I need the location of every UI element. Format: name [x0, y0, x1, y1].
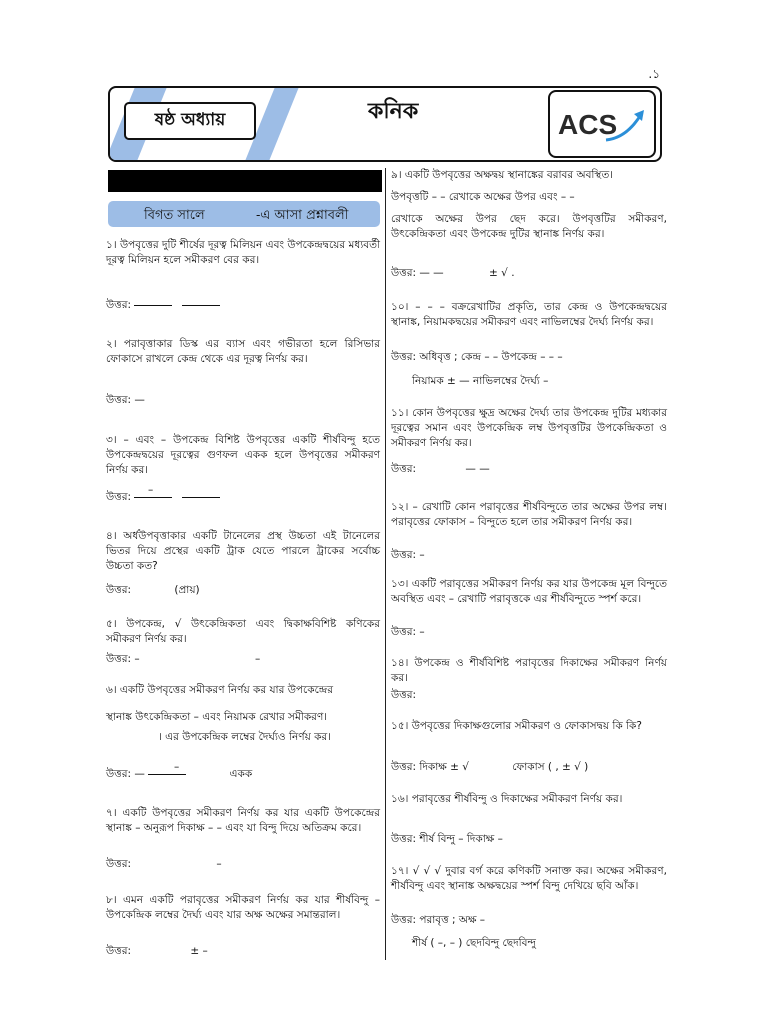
- section-black-bar: [108, 170, 382, 192]
- answer-3-dash: –: [148, 484, 154, 496]
- question-17: ১৭। √ √ √ দুবার বর্গ করে কণিকটি সনাক্ত কর। অক্ষের সমীকরণ, শীর্ষবিন্দু এবং স্থানাঙ্ক অক্ষদ্বয়ের স্পর্শ বিন্দু দেখিয়ে ছবি আঁক।: [391, 865, 667, 892]
- topic-title: কনিক: [368, 98, 419, 124]
- answer-8: উত্তর: ± –: [106, 945, 208, 957]
- answer-4: উত্তর: (প্রায়): [106, 584, 200, 596]
- chapter-label: ষষ্ঠ অধ্যায়: [124, 102, 256, 140]
- column-divider: [385, 168, 386, 960]
- question-1: ১। উপবৃত্তের দুটি শীর্ষের দূরত্ব মিলিয়ন এবং উপকেন্দ্রদ্বয়ের মধ্যবর্তী দূরত্ব মিলিয়ন হলে সমীকরণ বের কর।: [106, 239, 380, 266]
- previous-year-banner: [108, 201, 380, 227]
- question-9-line-3: রেখাকে অক্ষের উপর ছেদ করে। উপবৃত্তটির সমীকরণ, উৎকেন্দ্রিকতা এবং উপকেন্দ্র দুটির স্থানাঙ্ক নির্ণয় কর।: [391, 213, 667, 240]
- acs-logo: [548, 90, 656, 158]
- answer-15: উত্তর: দিকাক্ষ ± √ ফোকাস ( , ± √ ): [391, 761, 589, 773]
- answer-17-line-2: শীর্ষ ( –, – ) ছেদবিন্দু ছেদবিন্দু: [412, 937, 536, 949]
- answer-16: উত্তর: শীর্ষ বিন্দু – দিকাক্ষ –: [391, 833, 503, 845]
- answer-2: উত্তর: —: [106, 394, 145, 406]
- question-9-line-2: উপবৃত্তটি – – রেখাকে অক্ষের উপর এবং – –: [391, 191, 575, 203]
- answer-11: উত্তর: — —: [391, 463, 490, 475]
- question-8: ৮। এমন একটি পরাবৃত্তের সমীকরণ নির্ণয় কর যার শীর্ষবিন্দু – উপকেন্দ্রিক লম্বের দৈর্ঘ্য এবং যার অক্ষ অক্ষের সমান্তরাল।: [106, 894, 380, 921]
- question-10: ১০। – – – বক্ররেখাটির প্রকৃতি, তার কেন্দ্র ও উপকেন্দ্রদ্বয়ের স্থানাঙ্ক, নিয়ামকদ্বয়ের সমীকরণ এবং নাভিলম্বের দৈর্ঘ্য নির্ণয় কর।: [391, 301, 667, 328]
- page-number: .১: [648, 67, 660, 81]
- answer-13: উত্তর: –: [391, 626, 425, 638]
- acs-logo-icon: [554, 102, 650, 146]
- question-6-line-1: ৬। একটি উপবৃত্তের সমীকরণ নির্ণয় কর যার উপকেন্দ্রের: [106, 684, 334, 696]
- question-13: ১৩। একটি পরাবৃত্তের সমীকরণ নির্ণয় কর যার উপকেন্দ্র মূল বিন্দুতে অবস্থিত এবং – রেখাটি পরাবৃত্তকে এর শীর্ষবিন্দুতে স্পর্শ করে।: [391, 578, 667, 605]
- answer-5: উত্তর: – –: [106, 653, 261, 665]
- answer-10: উত্তর: অধিবৃত্ত ; কেন্দ্র – – উপকেন্দ্র – – –: [391, 351, 563, 363]
- answer-17: উত্তর: পরাবৃত্ত ; অক্ষ –: [391, 914, 486, 926]
- answer-10-line-2: নিয়ামক ± — নাভিলম্বের দৈর্ঘ্য –: [412, 375, 549, 387]
- question-7: ৭। একটি উপবৃত্তের সমীকরণ নির্ণয় কর যার একটি উপকেন্দ্রের স্থানাঙ্ক – অনুরূপ দিকাক্ষ – – এবং যা বিন্দু দিয়ে অতিক্রম করে।: [106, 807, 380, 834]
- question-2: ২। পরাবৃত্তাকার ডিস্ক এর ব্যাস এবং গভীরতা হলে রিসিভার ফোকাসে রাখলে কেন্দ্র থেকে এর দূরত্ব নির্ণয় কর।: [106, 338, 380, 365]
- answer-12: উত্তর: –: [391, 549, 425, 561]
- question-15: ১৫। উপবৃত্তের দিকাক্ষগুলোর সমীকরণ ও ফোকাসদ্বয় কি কি?: [391, 720, 642, 732]
- answer-1: উত্তর:: [106, 298, 220, 312]
- answer-3: উত্তর:: [106, 490, 220, 504]
- question-3: ৩। – এবং – উপকেন্দ্র বিশিষ্ট উপবৃত্তের একটি শীর্ষবিন্দু হতে উপকেন্দ্রদ্বয়ের দূরত্বের গুণফল একক হলে উপবৃত্তের সমীকরণ নির্ণয় কর।: [106, 434, 380, 476]
- answer-9: উত্তর: — — ± √ .: [391, 267, 515, 279]
- answer-6-dash: –: [174, 761, 180, 773]
- question-4: ৪। অর্ধউপবৃত্তাকার একটি টানেলের প্রস্থ উচ্চতা এই টানেলের ভিতর দিয়ে প্রস্থের একটি ট্রাক যেতে পারলে ট্রাকের সর্বোচ্চ উচ্চতা কত?: [106, 530, 380, 572]
- banner-part2: -এ আসা প্রশ্নাবলী: [256, 208, 349, 223]
- banner-part1: বিগত সালে: [144, 208, 205, 223]
- answer-6: উত্তর: — একক: [106, 768, 253, 780]
- question-16: ১৬। পরাবৃত্তের শীর্ষবিন্দু ও দিকাক্ষের সমীকরণ নির্ণয় কর।: [391, 793, 623, 805]
- question-14: ১৪। উপকেন্দ্র ও শীর্ষবিশিষ্ট পরাবৃত্তের দিকাক্ষের সমীকরণ নির্ণয় কর।: [391, 657, 667, 684]
- logo-text: ACS: [558, 109, 618, 140]
- answer-7: উত্তর: –: [106, 858, 222, 870]
- question-6-line-2: স্থানাঙ্ক উৎকেন্দ্রিকতা – এবং নিয়ামক রেখার সমীকরণ।: [106, 711, 328, 723]
- question-6-line-3: । এর উপকেন্দ্রিক লম্বের দৈর্ঘ্যও নির্ণয় কর।: [158, 731, 331, 743]
- question-12: ১২। – রেখাটি কোন পরাবৃত্তের শীর্ষবিন্দুতে তার অক্ষের উপর লম্ব। পরাবৃত্তের ফোকাস – বিন্দুতে হলে তার সমীকরণ নির্ণয় কর।: [391, 501, 667, 528]
- chapter-header: [108, 86, 662, 162]
- answer-14: উত্তর:: [391, 689, 417, 701]
- question-9-line-1: ৯। একটি উপবৃত্তের অক্ষদ্বয় স্থানাঙ্কের বরাবর অবস্থিত।: [391, 169, 614, 181]
- question-11: ১১। কোন উপবৃত্তের ক্ষুদ্র অক্ষের দৈর্ঘ্য তার উপকেন্দ্র দুটির মধ্যকার দূরত্বের সমান এবং উপকেন্দ্রিক লম্ব উপবৃত্তটির উপকেন্দ্রিকতা ও সমীকরণ নির্ণয় কর।: [391, 407, 667, 449]
- question-5: ৫। উপকেন্দ্র, √ উৎকেন্দ্রিকতা এবং দ্বিকাক্ষবিশিষ্ট কণিকের সমীকরণ নির্ণয় কর।: [106, 618, 380, 645]
